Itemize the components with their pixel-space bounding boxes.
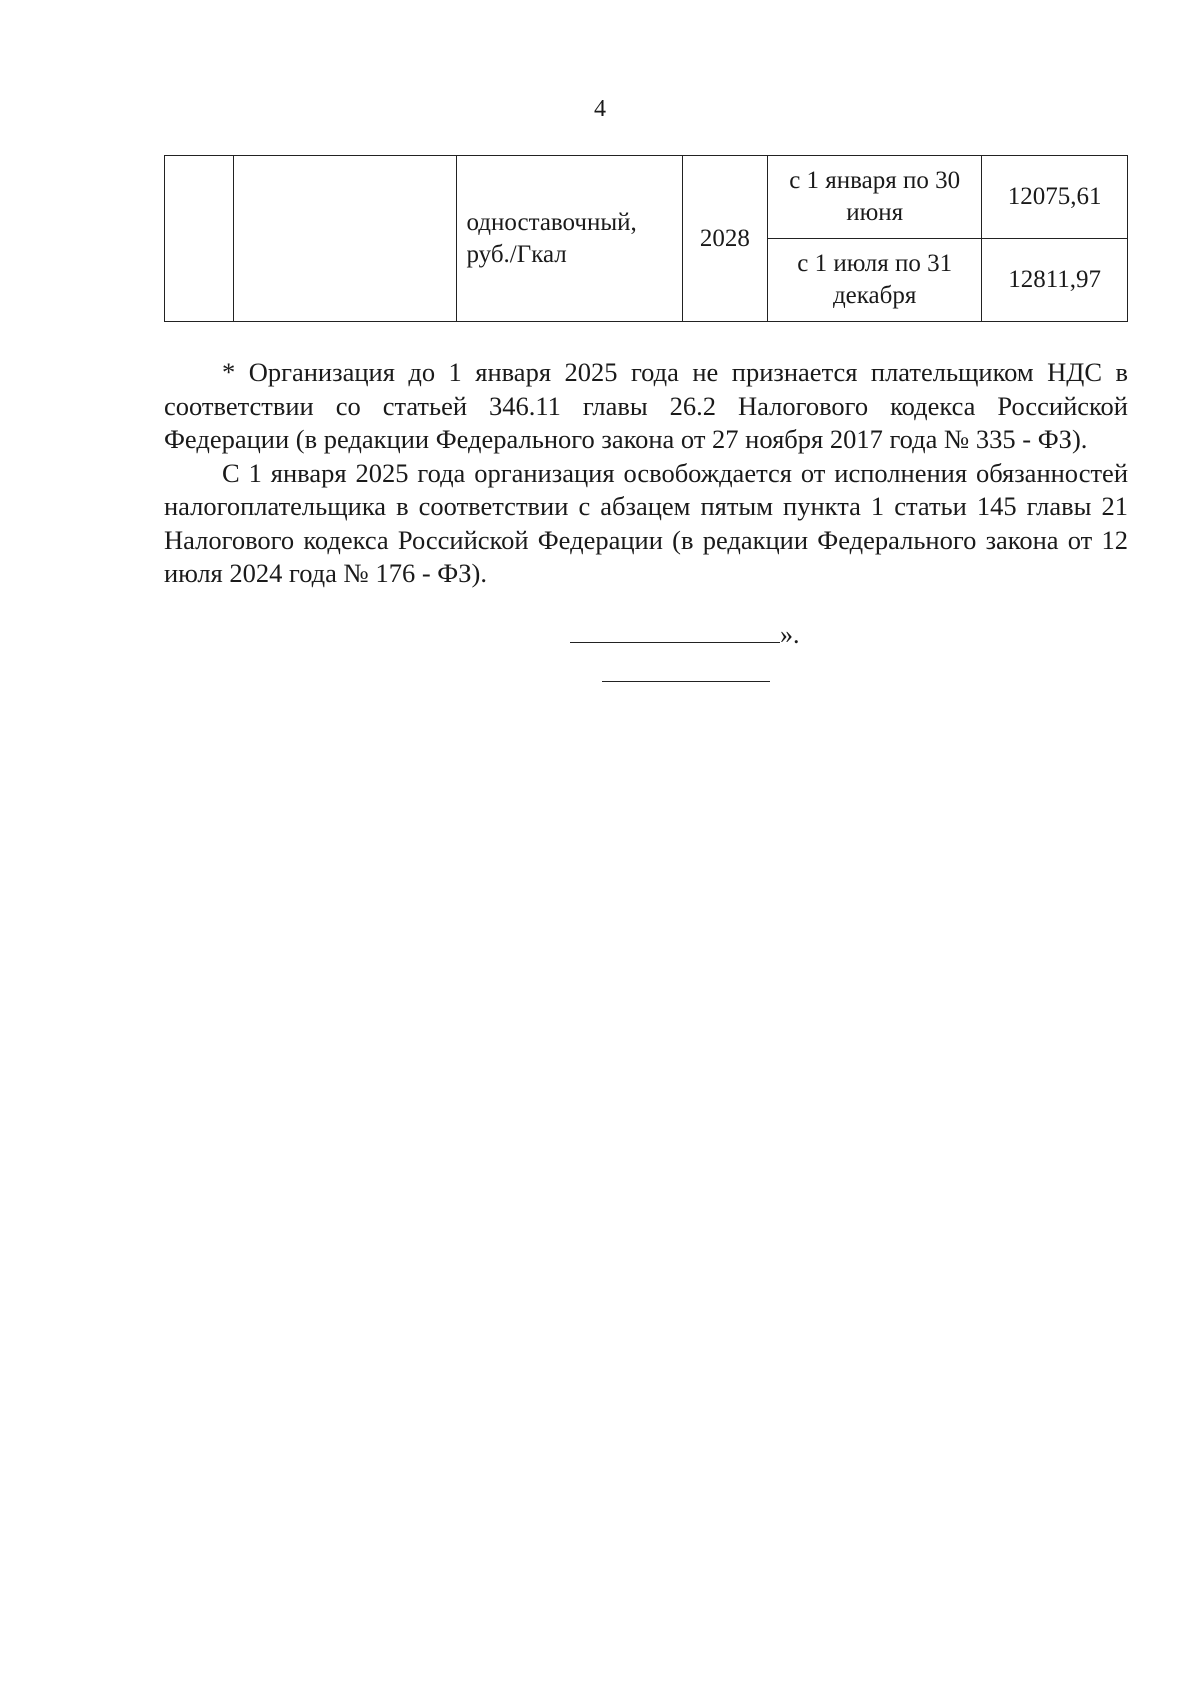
closing-quote-mark: ». bbox=[780, 620, 800, 649]
closing-line bbox=[570, 620, 800, 650]
end-rule bbox=[602, 681, 770, 682]
tariff-period-cell: с 1 января по 30 июня bbox=[768, 156, 982, 239]
tariff-table bbox=[164, 155, 1128, 322]
table-cell-empty-2 bbox=[234, 156, 456, 322]
tariff-unit-cell: одноставочный, руб./Гкал bbox=[456, 156, 682, 322]
footnotes bbox=[164, 356, 1128, 591]
closing-blank-line bbox=[570, 620, 780, 643]
tariff-value-cell: 12811,97 bbox=[982, 239, 1128, 322]
table-row bbox=[165, 156, 1128, 239]
tariff-year-cell: 2028 bbox=[682, 156, 767, 322]
footnote-vat-status: * Организация до 1 января 2025 года не признается плательщиком НДС в соответствии со статьей 346.11 главы 26.2 Налогового кодекса Российской Федерации (в редакции Федерального закона от 27 ноября 2017 года № 335 - ФЗ). bbox=[164, 357, 1128, 454]
tariff-value-cell: 12075,61 bbox=[982, 156, 1128, 239]
page-number: 4 bbox=[594, 96, 606, 122]
tariff-period-cell: с 1 июля по 31 декабря bbox=[768, 239, 982, 322]
footnote-exemption: С 1 января 2025 года организация освобождается от исполнения обязанностей налогоплательщика в соответствии с абзацем пятым пункта 1 статьи 145 главы 21 Налогового кодекса Российской Федерации (в редакции Федерального закона от 12 июля 2024 года № 176 - ФЗ). bbox=[164, 457, 1128, 588]
table-cell-empty-1 bbox=[165, 156, 234, 322]
